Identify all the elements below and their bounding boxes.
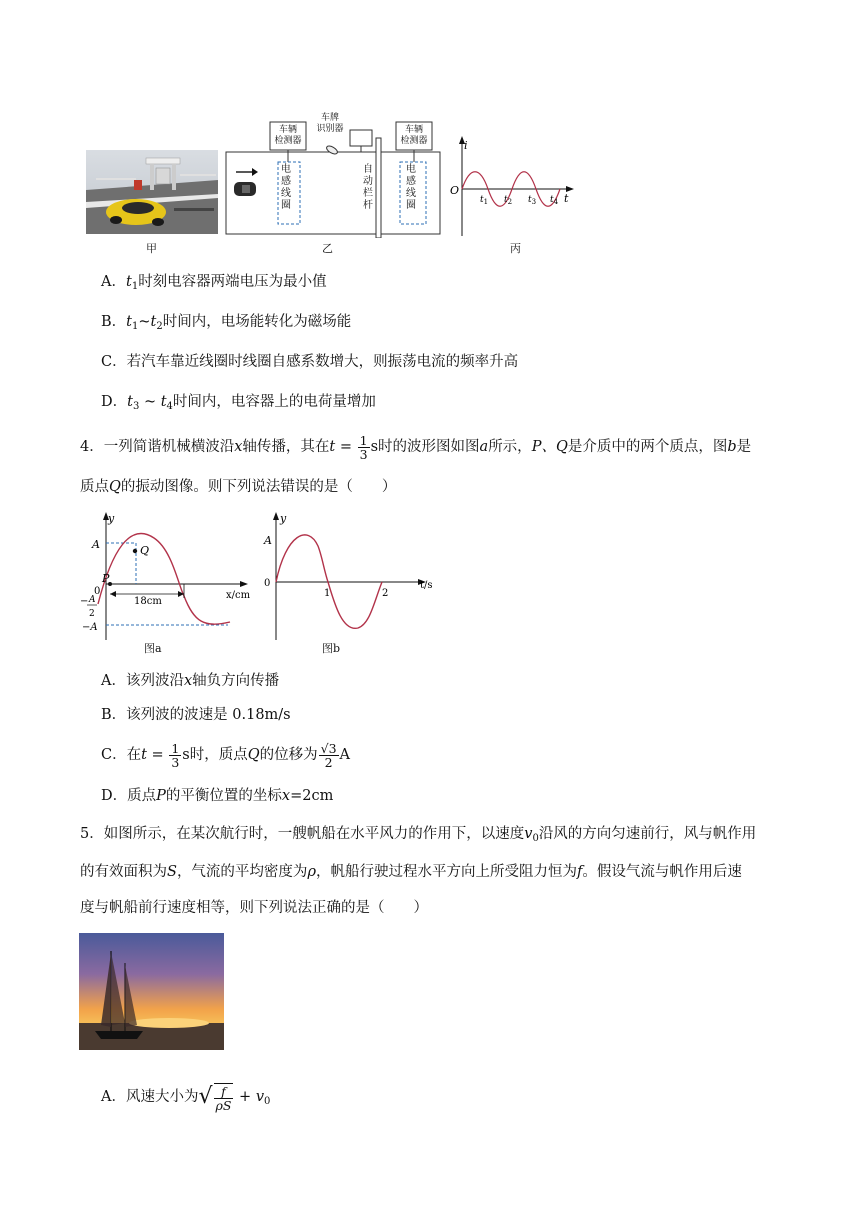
svg-text:2: 2 <box>89 609 95 619</box>
svg-text:Q: Q <box>140 544 150 557</box>
caption-fig-a: 图a <box>144 642 162 655</box>
svg-text:A: A <box>89 595 96 605</box>
svg-text:t4: $t_4$ <box>550 195 559 206</box>
toll-gate-photo <box>86 150 218 234</box>
svg-text:A: A <box>92 538 100 551</box>
right-detector-label: 车辆 检测器 <box>400 125 428 146</box>
q3-option-d: D．$t_3$ ~ $t_4$时间内，电容器上的电荷量增加 <box>101 394 376 412</box>
barrier-label: 自 动 栏 杆 <box>363 164 373 211</box>
q5-stem-line1: 5．如图所示，在某次航行时，一艘帆船在水平风力的作用下，以速度$v_0$沿风的方向匀速前行，风与帆作用 <box>80 826 757 844</box>
svg-text:0: 0 <box>264 578 271 589</box>
right-coil-label: 电 感 线 圈 <box>406 164 416 211</box>
svg-text:A: A <box>264 534 272 547</box>
caption-bing: 丙 <box>510 242 521 255</box>
q4-stem-line2: 质点Q的振动图像。则下列说法错误的是（ ） <box>80 479 397 495</box>
vibration-graph-b <box>258 510 438 650</box>
left-coil-label: 电 感 线 圈 <box>281 164 291 211</box>
wave-graph-a <box>72 510 252 650</box>
q4-option-c: C．在t = $\frac{1}{3}$ s时，质点Q的位移为 $\frac{√3}{2}$ A <box>101 740 351 770</box>
q4-option-a: A．该列波沿x轴负方向传播 <box>101 673 280 689</box>
q4-option-d: D．质点P的平衡位置的坐标x=2cm <box>101 788 334 804</box>
q3-option-b: B．$t_1\sim t_2$时间内，电场能转化为磁场能 <box>101 314 352 332</box>
left-detector-label: 车辆 检测器 <box>274 125 302 146</box>
svg-text:P: P <box>102 572 110 585</box>
svg-text:y: y <box>280 512 287 525</box>
sailboat-photo <box>79 933 224 1050</box>
svg-text:0: 0 <box>94 586 101 597</box>
svg-text:−: − <box>80 596 89 607</box>
svg-text:18cm: 18cm <box>134 596 162 607</box>
q4-stem-line1: 4．一列简谐机械横波沿x轴传播，其在t = $\frac{1}{3}$ s时的波形图如图a所示，P、Q是介质中的两个质点，图b是 <box>80 432 752 462</box>
q3-option-c: C．若汽车靠近线圈时线圈自感系数增大，则振荡电流的频率升高 <box>101 354 519 370</box>
svg-text:t/s: t/s <box>420 580 433 591</box>
q5-stem-line2: 的有效面积为S，气流的平均密度为ρ，帆船行驶过程水平方向上所受阻力恒为f。假设气流与帆作用后速 <box>80 864 742 880</box>
q5-stem-line3: 度与帆船前行速度相等，则下列说法正确的是（ ） <box>80 900 428 916</box>
svg-text:t2: $t_2$ <box>504 195 513 206</box>
caption-jia: 甲 <box>146 242 157 255</box>
svg-text:i: i <box>464 139 468 152</box>
svg-text:t: t <box>564 192 569 205</box>
svg-text:2: 2 <box>382 588 389 599</box>
plate-reader-label: 车牌 识别器 <box>316 113 344 134</box>
caption-fig-b: 图b <box>322 642 341 655</box>
svg-text:t3: $t_3$ <box>528 195 537 206</box>
q4-option-b: B．该列波的波速是 0.18m/s <box>101 707 291 723</box>
q3-option-a: A．$t_1$时刻电容器两端电压为最小值 <box>101 274 327 292</box>
q5-option-a: A．风速大小为√ $\frac{f}{\rho S}$ + $v_0$ <box>101 1083 271 1113</box>
svg-text:y: y <box>108 512 115 525</box>
svg-text:−A: −A <box>82 622 98 633</box>
current-time-graph <box>446 136 576 238</box>
svg-text:1: 1 <box>324 588 331 599</box>
caption-yi: 乙 <box>322 242 333 255</box>
svg-text:x/cm: x/cm <box>226 590 251 601</box>
svg-text:t1: $t_1$ <box>480 195 489 206</box>
svg-text:O: O <box>450 184 460 197</box>
